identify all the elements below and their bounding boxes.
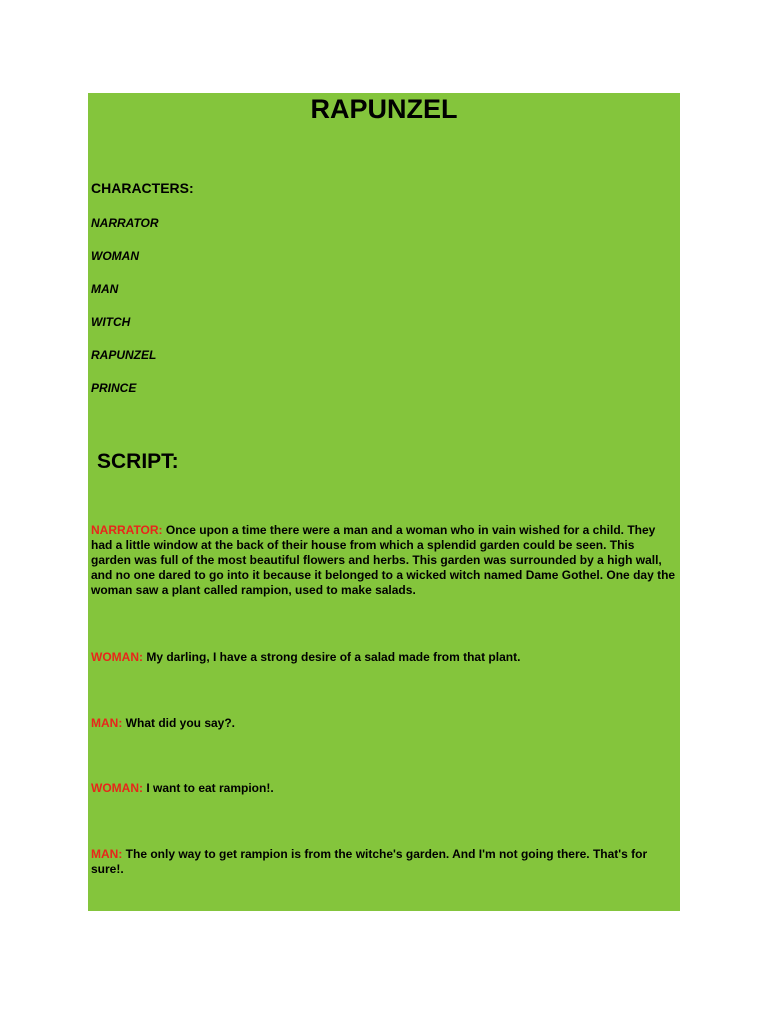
script-line-narrator — [91, 523, 676, 598]
character-item-witch: WITCH — [91, 315, 131, 329]
document-title: RAPUNZEL — [310, 94, 458, 124]
dialogue-text: I want to eat rampion!. — [142, 781, 274, 795]
dialogue-text: My darling, I have a strong desire of a salad made from that plant. — [142, 650, 521, 664]
character-item-narrator: NARRATOR — [91, 216, 159, 230]
speaker-label: WOMAN: — [91, 781, 143, 795]
speaker-label: MAN: — [91, 716, 123, 730]
character-list — [91, 215, 159, 413]
script-line-man-2 — [91, 847, 676, 877]
speaker-label: NARRATOR: — [91, 523, 163, 537]
character-item-rapunzel: RAPUNZEL — [91, 348, 157, 362]
script-line-woman-2 — [91, 781, 676, 796]
characters-heading: CHARACTERS: — [91, 180, 194, 196]
character-item-prince: PRINCE — [91, 381, 137, 395]
dialogue-text: What did you say?. — [122, 716, 236, 730]
character-item-man: MAN — [91, 282, 119, 296]
script-line-woman-1 — [91, 650, 676, 665]
character-item-woman: WOMAN — [91, 249, 139, 263]
speaker-label: MAN: — [91, 847, 123, 861]
speaker-label: WOMAN: — [91, 650, 143, 664]
dialogue-text: The only way to get rampion is from the witche's garden. And I'm not going there. That's for sure!. — [91, 847, 648, 876]
script-line-man-1 — [91, 716, 676, 731]
dialogue-text: Once upon a time there were a man and a woman who in vain wished for a child. They had a little window at the back of their house from which a splendid garden could be seen. This garden was full of the most beautiful flowers and herbs. This garden was surrounded by a high wall, and no one dared to go into it because it belonged to a wicked witch named Dame Gothel. One day the woman saw a plant called rampion, used to make salads. — [91, 523, 676, 597]
script-heading: SCRIPT: — [97, 450, 179, 473]
